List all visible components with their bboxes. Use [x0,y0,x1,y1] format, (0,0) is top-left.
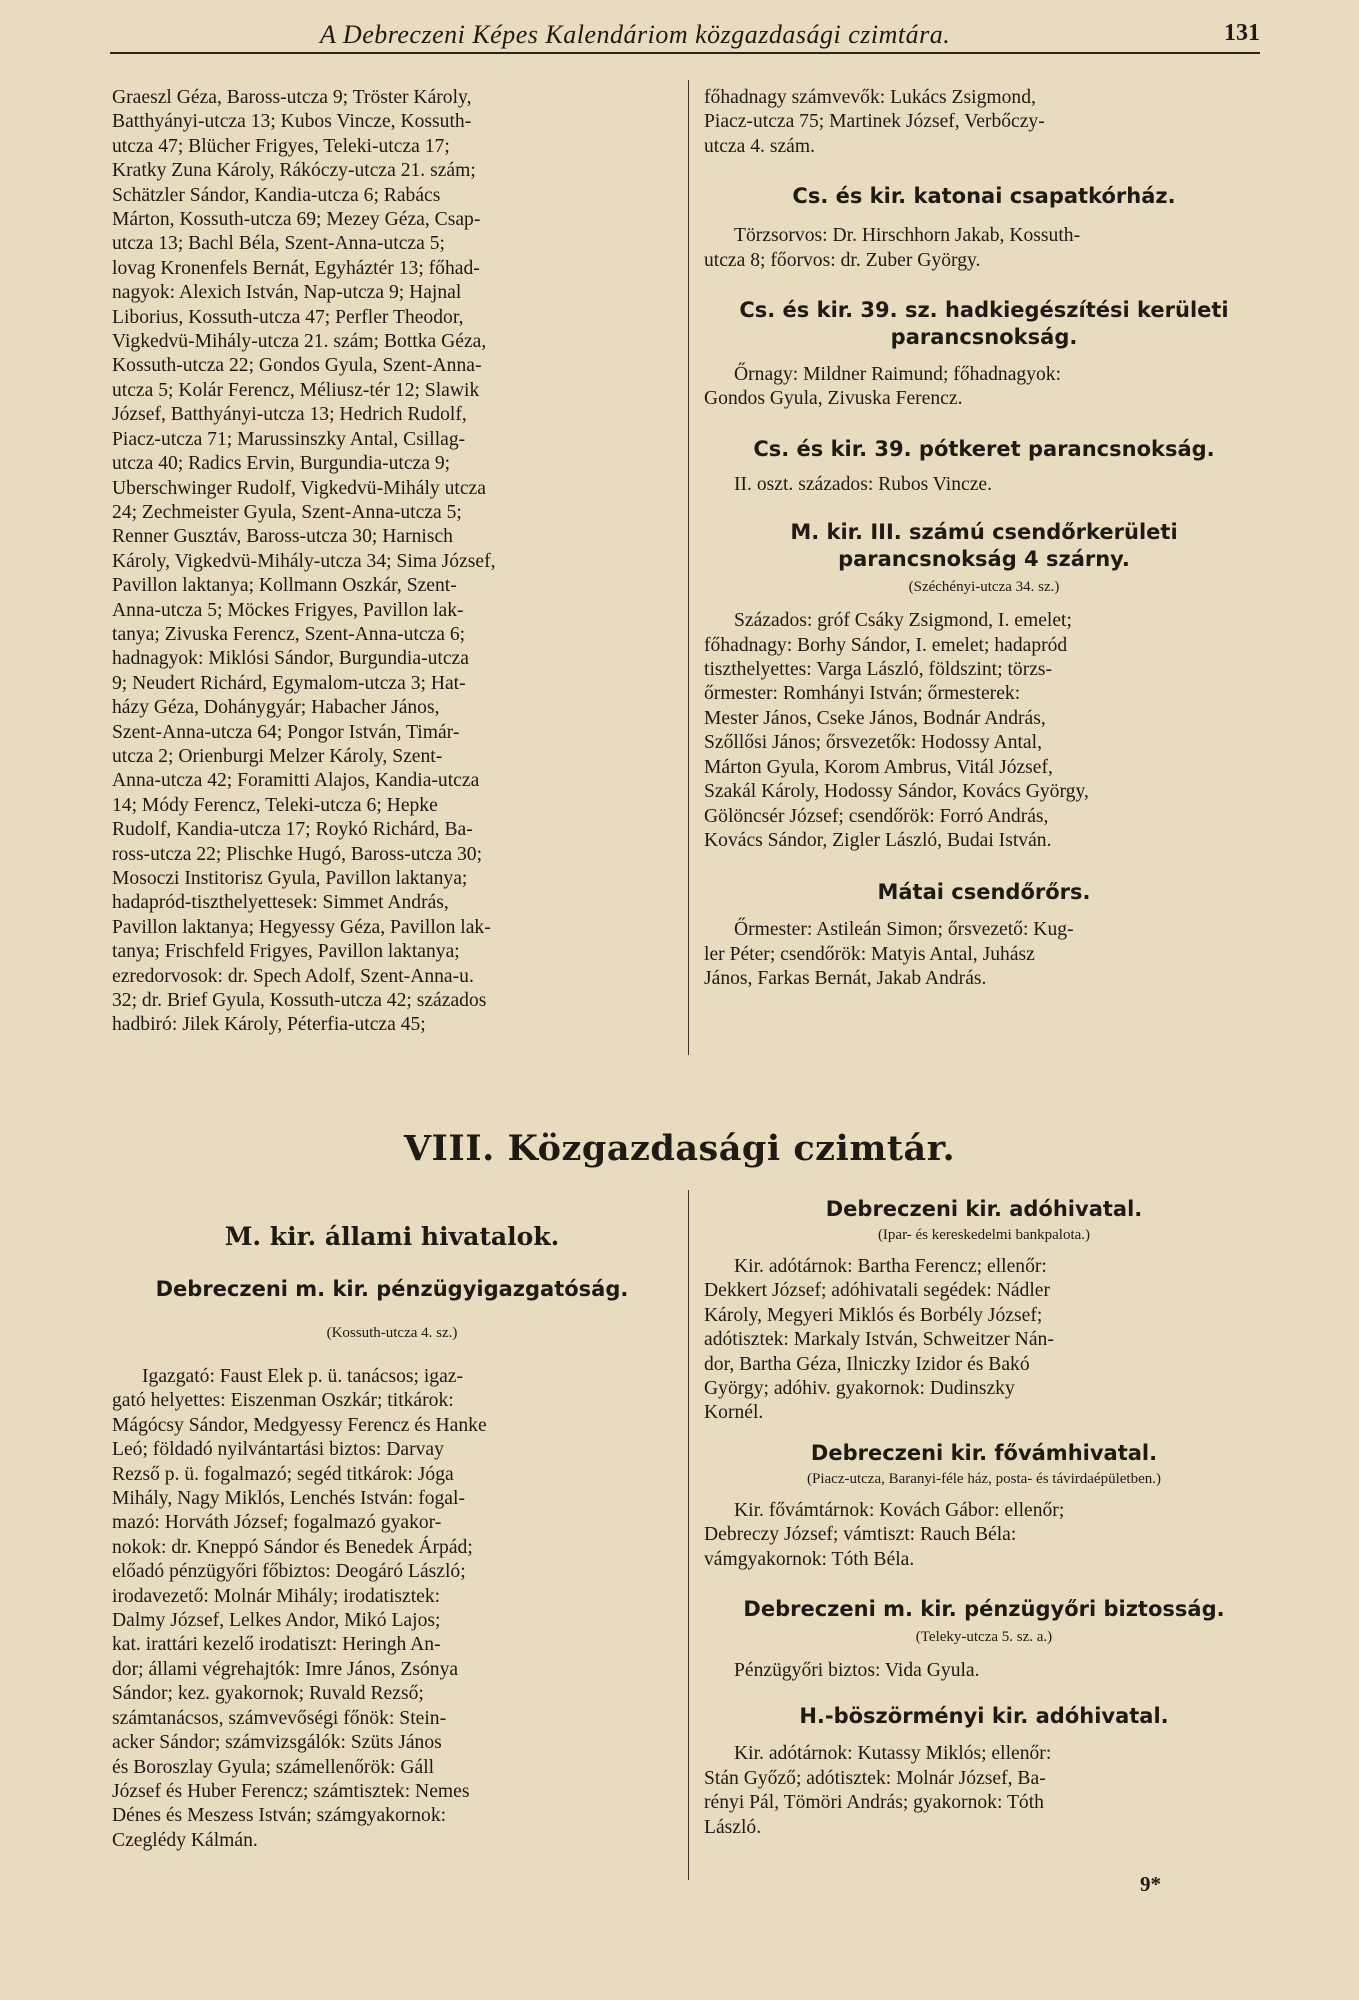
section-address: (Ipar- és kereskedelmi bankpalota.) [877,1227,1091,1243]
column-divider [688,80,689,1055]
text-line: József és Huber Ferencz; számtisztek: Nemes [112,1780,470,1802]
text-line: ler Péter; csendőrök: Matyis Antal, Juhász [704,943,1035,965]
text-line: György; adóhiv. gyakornok: Dudinszky [704,1378,1015,1400]
section-heading: Cs. és kir. katonai csapatkórház. [792,184,1176,209]
text-line: utcza 5; Kolár Ferencz, Méliusz-tér 12; Slawik [112,379,480,401]
text-line: és Boroszlay Gyula; számellenőrök: Gáll [112,1756,435,1778]
text-line: rényi Pál, Tömöri András; gyakornok: Tóth [704,1792,1044,1814]
text-line: Liborius, Kossuth-utcza 47; Perfler Theodor, [112,306,464,328]
text-line: Százados: gróf Csáky Zsigmond, I. emelet; [734,610,1072,632]
text-line: Szent-Anna-utcza 64; Pongor István, Timár- [112,721,460,743]
text-line: Kir. fővámtárnok: Kovách Gábor: ellenőr; [734,1499,1065,1521]
section-heading: Cs. és kir. 39. pótkeret parancsnokság. [753,436,1215,461]
text-line: Leó; földadó nyilvántartási biztos: Darvay [112,1439,444,1461]
section-address: (Kossuth-utcza 4. sz.) [326,1325,458,1341]
text-line: Mosoczi Institorisz Gyula, Pavillon laktanya; [112,868,468,889]
bottom-right-column [704,1196,1264,1840]
section-heading: M. kir. III. számú csendőrkerületi parancsnokság 4 szárny. [790,520,1178,572]
section-heading: Debreczeni m. kir. pénzügyigazgatóság. [155,1277,629,1301]
section-heading: Debreczeni kir. adóhivatal. [825,1197,1143,1221]
section-address: (Piacz-utcza, Baranyi-féle ház, posta- és távirdaépületben.) [807,1470,1161,1487]
text-line: Őrnagy: Mildner Raimund; főhadnagyok: [734,364,1062,386]
text-line: előadó pénzügyőri főbiztos: Deogáró László; [112,1561,466,1583]
running-header [110,16,1260,54]
text-line: hadbiró: Jilek Károly, Péterfia-utcza 45; [112,1014,426,1036]
text-line: Rezső p. ü. fogalmazó; segéd titkárok: Jóga [112,1463,454,1485]
text-line: Pavillon laktanya; Hegyessy Géza, Pavillon lak- [112,916,491,938]
text-line: nagyok: Alexich István, Nap-utcza 9; Hajnal [112,282,462,304]
text-line: Dalmy József, Lelkes Andor, Mikó Lajos; [112,1610,441,1632]
signature-mark: 9* [1140,1872,1161,1896]
text-line: Mihály, Nagy Miklós, Lenchés István: fogal- [112,1488,465,1510]
text-line: Debreczy József; vámtiszt: Rauch Béla: [704,1524,1017,1546]
text-line: utcza 47; Blücher Frigyes, Teleki-utcza 17; [112,135,450,157]
text-line: Gondos Gyula, Zivuska Ferencz. [704,388,963,410]
text-line: Őrmester: Astileán Simon; őrsvezető: Kug- [734,919,1074,941]
text-line: acker Sándor; számvizsgálók: Szüts János [112,1732,442,1754]
text-line: mazó: Horváth József; fogalmazó gyakor- [112,1512,442,1534]
text-line: Szőllősi János; őrsvezetők: Hodossy Antal, [704,732,1042,754]
text-line: Renner Gusztáv, Baross-utcza 30; Harnisch [112,526,453,548]
text-line: Márton Gyula, Korom Ambrus, Vitál József, [704,756,1053,778]
text-line: számtanácsos, számvevőségi főnök: Stein- [112,1707,447,1729]
text-line: Márton, Kossuth-utcza 69; Mezey Géza, Csap- [112,209,481,231]
section-address: (Széchényi-utcza 34. sz.) [908,579,1060,596]
text-line: ross-utcza 22; Plischke Hugó, Baross-utcza 30; [112,843,483,865]
text-line: János, Farkas Bernát, Jakab András. [704,968,987,990]
text-line: Gölöncsér József; csendőrök: Forró András, [704,805,1049,827]
text-line: Uberschwinger Rudolf, Vigkedvü-Mihály utcza [112,477,486,499]
text-line: Kornél. [704,1402,764,1424]
text-line: Dénes és Meszess István; számgyakornok: [112,1805,447,1827]
bottom-left-column [112,1220,672,1853]
text-line: Károly, Vigkedvü-Mihály-utcza 34; Sima József, [112,550,496,572]
text-line: Károly, Megyeri Miklós és Borbély József; [704,1304,1043,1326]
text-line: Mágócsy Sándor, Medgyessy Ferencz és Hanke [112,1414,487,1436]
text-line: dor; állami végrehajtók: Imre János, Zsónya [112,1658,459,1680]
top-right-column [704,86,1264,992]
text-line: főhadnagy számvevők: Lukács Zsigmond, [704,87,1036,108]
text-line: utcza 8; főorvos: dr. Zuber György. [704,249,981,271]
text-line: dor, Bartha Géza, Ilniczky Izidor és Bakó [704,1353,1030,1375]
text-line: Graeszl Géza, Baross-utcza 9; Tröster Károly, [112,87,472,108]
text-line: Szakál Károly, Hodossy Sándor, Kovács György, [704,781,1089,803]
text-line: Kovács Sándor, Zigler László, Budai István. [704,829,1052,851]
text-line: Anna-utcza 42; Foramitti Alajos, Kandia-utcza [112,770,480,792]
section-address: (Teleky-utcza 5. sz. a.) [915,1629,1053,1646]
text-line: hadnagyok: Miklósi Sándor, Burgundia-utcza [112,648,469,670]
text-line: Pénzügyőri biztos: Vida Gyula. [734,1660,980,1682]
text-line: Kir. adótárnok: Kutassy Miklós; ellenőr: [734,1743,1052,1765]
text-line: 32; dr. Brief Gyula, Kossuth-utcza 42; százados [112,990,487,1012]
text-line: Törzsorvos: Dr. Hirschhorn Jakab, Kossuth- [734,225,1081,247]
text-line: József, Batthyányi-utcza 13; Hedrich Rudolf, [112,404,467,426]
text-line: adótisztek: Markaly István, Schweitzer Nán- [704,1329,1054,1351]
text-line: lovag Kronenfels Bernát, Egyháztér 13; főhad- [112,257,480,279]
section-heading: Debreczeni m. kir. pénzügyőri biztosság. [743,1597,1225,1622]
text-line: utcza 40; Radics Ervin, Burgundia-utcza 9; [112,453,451,475]
text-line: vámgyakornok: Tóth Béla. [704,1548,915,1570]
text-line: Dekkert József; adóhivatali segédek: Nádler [704,1280,1051,1302]
text-line: kat. irattári kezelő irodatiszt: Heringh An- [112,1634,441,1656]
text-line: utcza 2; Orienburgi Melzer Károly, Szent- [112,745,443,767]
chapter-title: VIII. Közgazdasági czimtár. [403,1128,956,1169]
text-line: ezredorvosok: dr. Spech Adolf, Szent-Anna-u. [112,965,474,987]
running-title: A Debreczeni Képes Kalendáriom közgazdasági czimtára. [320,20,951,49]
section-heading: Debreczeni kir. fővámhivatal. [810,1440,1158,1465]
text-line: irodavezető: Molnár Mihály; irodatisztek: [112,1585,441,1607]
text-line: Igazgató: Faust Elek p. ü. tanácsos; igaz- [142,1366,464,1387]
text-line: II. oszt. százados: Rubos Vincze. [734,473,993,495]
section-title: M. kir. állami hivatalok. [224,1222,560,1251]
text-line: Czeglédy Kálmán. [112,1829,258,1851]
column-divider [688,1190,689,1880]
text-line: 9; Neudert Richárd, Egymalom-utcza 3; Hat- [112,672,466,694]
text-line: Kir. adótárnok: Bartha Ferencz; ellenőr: [734,1256,1047,1277]
text-line: Batthyányi-utcza 13; Kubos Vincze, Kossuth- [112,111,472,133]
text-line: Rudolf, Kandia-utcza 17; Roykó Richárd, Ba- [112,819,473,841]
text-line: főhadnagy: Borhy Sándor, I. emelet; hadapród [704,634,1068,656]
text-line: nokok: dr. Kneppó Sándor és Benedek Árpád; [112,1536,473,1558]
text-line: Anna-utcza 5; Möckes Frigyes, Pavillon lak- [112,599,464,621]
text-line: Mester János, Cseke János, Bodnár András, [704,707,1046,729]
text-line: Pavillon laktanya; Kollmann Oszkár, Szent- [112,575,457,597]
section-heading: Cs. és kir. 39. sz. hadkiegészítési kerületi parancsnokság. [739,298,1229,350]
text-line: őrmester: Romhányi István; őrmesterek: [704,683,1021,705]
top-left-column [112,86,672,1038]
text-line: hadapród-tiszthelyettesek: Simmet András, [112,892,449,914]
text-line: Kratky Zuna Károly, Rákóczy-utcza 21. szám; [112,160,476,182]
text-line: Kossuth-utcza 22; Gondos Gyula, Szent-Anna- [112,355,482,377]
text-line: Schätzler Sándor, Kandia-utcza 6; Rabács [112,184,441,206]
text-line: Vigkedvü-Mihály-utcza 21. szám; Bottka Géza, [112,331,487,353]
text-line: tanya; Zivuska Ferencz, Szent-Anna-utcza 6; [112,623,466,645]
section-heading: H.-böszörményi kir. adóhivatal. [799,1704,1169,1729]
section-heading: Mátai csendőrőrs. [877,880,1091,905]
page-number: 131 [1224,20,1260,46]
text-line: László. [704,1816,762,1838]
text-line: Piacz-utcza 71; Marussinszky Antal, Csillag- [112,428,466,450]
text-line: tanya; Frischfeld Frigyes, Pavillon laktanya; [112,941,460,963]
text-line: házy Géza, Dohánygyár; Habacher János, [112,697,440,719]
text-line: Piacz-utcza 75; Martinek József, Verbőczy- [704,111,1045,133]
text-line: utcza 4. szám. [704,135,815,157]
text-line: 14; Módy Ferencz, Teleki-utcza 6; Hepke [112,794,438,816]
text-line: Stán Győző; adótisztek: Molnár József, Ba- [704,1767,1046,1789]
text-line: utcza 13; Bachl Béla, Szent-Anna-utcza 5; [112,233,445,255]
text-line: gató helyettes: Eiszenman Oszkár; titkárok: [112,1390,454,1412]
text-line: tiszthelyettes: Varga László, földszint; törzs- [704,659,1053,681]
text-line: Sándor; kez. gyakornok; Ruvald Rezső; [112,1683,424,1705]
text-line: 24; Zechmeister Gyula, Szent-Anna-utcza 5; [112,501,462,523]
